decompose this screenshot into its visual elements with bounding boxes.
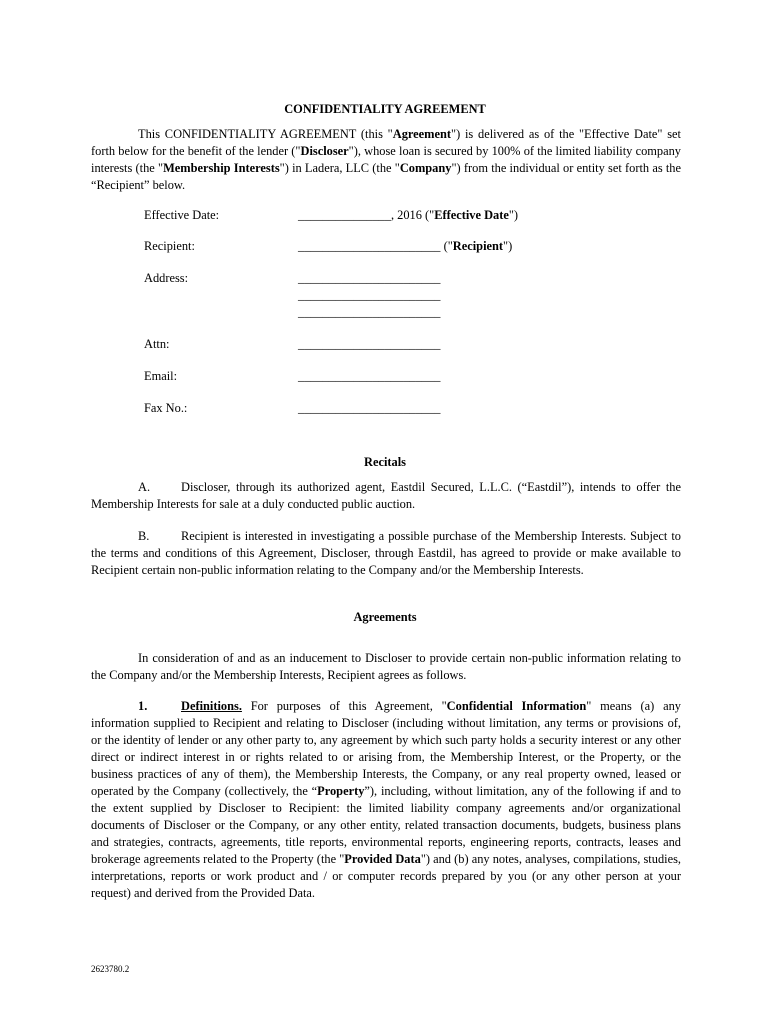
- recipient-label: Recipient:: [144, 239, 195, 253]
- section-1-bold-confidential: Confidential Information: [446, 699, 587, 713]
- recital-b: [91, 528, 681, 579]
- intro-text-2: ") is delivered as of the "Effective Date" set forth below for the benefit of the lender (": [91, 127, 681, 158]
- intro-text-1: This CONFIDENTIALITY AGREEMENT (this ": [138, 127, 393, 141]
- recipient-suffix-pre: (": [440, 239, 453, 253]
- section-1-title: Definitions.: [181, 699, 242, 713]
- recipient-field[interactable]: [298, 239, 512, 254]
- recipient-blank[interactable]: _______________________: [298, 239, 441, 253]
- attn-field[interactable]: _______________________: [298, 337, 441, 351]
- consideration-paragraph: [91, 650, 681, 684]
- recital-a-marker: A.: [138, 480, 151, 494]
- effective-date-label: Effective Date:: [144, 208, 220, 222]
- document-footer-id: 2623780.2: [91, 964, 130, 974]
- recital-b-text: Recipient is interested in investigating a possible purchase of the Membership Interests. Subject to the terms and conditions of this Agreement, Discloser, through Eastdil, has agreed to provide or make available to Recipient certain non-public information relating to the Company and/or the Membership Interests.: [91, 529, 681, 577]
- address-label: Address:: [144, 271, 189, 285]
- intro-bold-membership: Membership Interests: [163, 161, 280, 175]
- recitals-heading: Recitals: [364, 455, 406, 469]
- address-line-3[interactable]: _______________________: [298, 305, 441, 319]
- effective-date-suffix-post: "): [508, 208, 519, 222]
- document-title: CONFIDENTIALITY AGREEMENT: [284, 102, 486, 116]
- intro-text-3: "), whose loan is secured by 100% of the limited liability company interests (the ": [91, 144, 681, 175]
- intro-paragraph: [91, 126, 681, 194]
- intro-bold-discloser: Discloser: [300, 144, 349, 158]
- section-1-text-3: ”), including, without limitation, any of the following if and to the extent supplied by Discloser to Recipient: the limited liability company agreements and/or organizational documents of Discloser or the Company, or any other entity, related transaction documents, budgets, business plans and strategies, contracts, agreements, title reports, environmental reports, engineering reports, contracts, leases and brokerage agreements related to the Property (the ": [91, 784, 681, 866]
- recital-a-text: Discloser, through its authorized agent, Eastdil Secured, L.L.C. (“Eastdil”), intends to offer the Membership Interests for sale at a duly conducted public auction.: [91, 480, 681, 511]
- section-1-definitions: [91, 698, 681, 902]
- section-1-text-4: ") and (b) any notes, analyses, compilations, studies, interpretations, reports or work product and / or computer records prepared by you (or any other person at your request) and derived from the Provided Data.: [91, 852, 682, 900]
- agreements-heading: Agreements: [353, 610, 417, 624]
- address-line-2[interactable]: _______________________: [298, 288, 441, 302]
- effective-date-blank[interactable]: _______________: [298, 208, 391, 222]
- section-1-bold-provided-data: Provided Data: [344, 852, 421, 866]
- recipient-suffix-post: "): [503, 239, 513, 253]
- consideration-text: In consideration of and as an inducement to Discloser to provide certain non-public information relating to the Company and/or the Membership Interests, Recipient agrees as follows.: [91, 651, 681, 682]
- section-1-text-2: " means (a) any information supplied to Recipient and relating to Discloser (including without limitation, any terms or provisions of, or the identity of lender or any other party to, any agreement by which such party holds a security interest or any other direct or indirect interest in or rights related to or arising from, the Membership Interest, or the Property, or the business practices of any of them), the Membership Interests, the Company, or any real property owned, leased or operated by the Company (collectively, the “: [91, 699, 681, 798]
- effective-date-field[interactable]: [298, 208, 518, 223]
- fax-label: Fax No.:: [144, 401, 188, 415]
- fax-field[interactable]: _______________________: [298, 401, 441, 415]
- effective-date-suffix-pre: , 2016 (": [390, 208, 435, 222]
- intro-bold-company: Company: [399, 161, 452, 175]
- section-1-text-1: For purposes of this Agreement, ": [241, 699, 447, 713]
- email-label: Email:: [144, 369, 178, 383]
- recital-b-marker: B.: [138, 529, 150, 543]
- intro-text-5: ") from the individual or entity set forth as the “Recipient” below.: [91, 161, 682, 192]
- intro-bold-agreement: Agreement: [392, 127, 452, 141]
- attn-label: Attn:: [144, 337, 170, 351]
- effective-date-suffix-bold: Effective Date: [434, 208, 509, 222]
- address-line-1[interactable]: _______________________: [298, 271, 441, 285]
- recipient-suffix-bold: Recipient: [452, 239, 504, 253]
- recital-a: [91, 479, 681, 513]
- email-field[interactable]: _______________________: [298, 369, 441, 383]
- section-1-number: 1.: [138, 699, 148, 713]
- intro-text-4: ") in Ladera, LLC (the ": [279, 161, 400, 175]
- section-1-bold-property: Property: [317, 784, 365, 798]
